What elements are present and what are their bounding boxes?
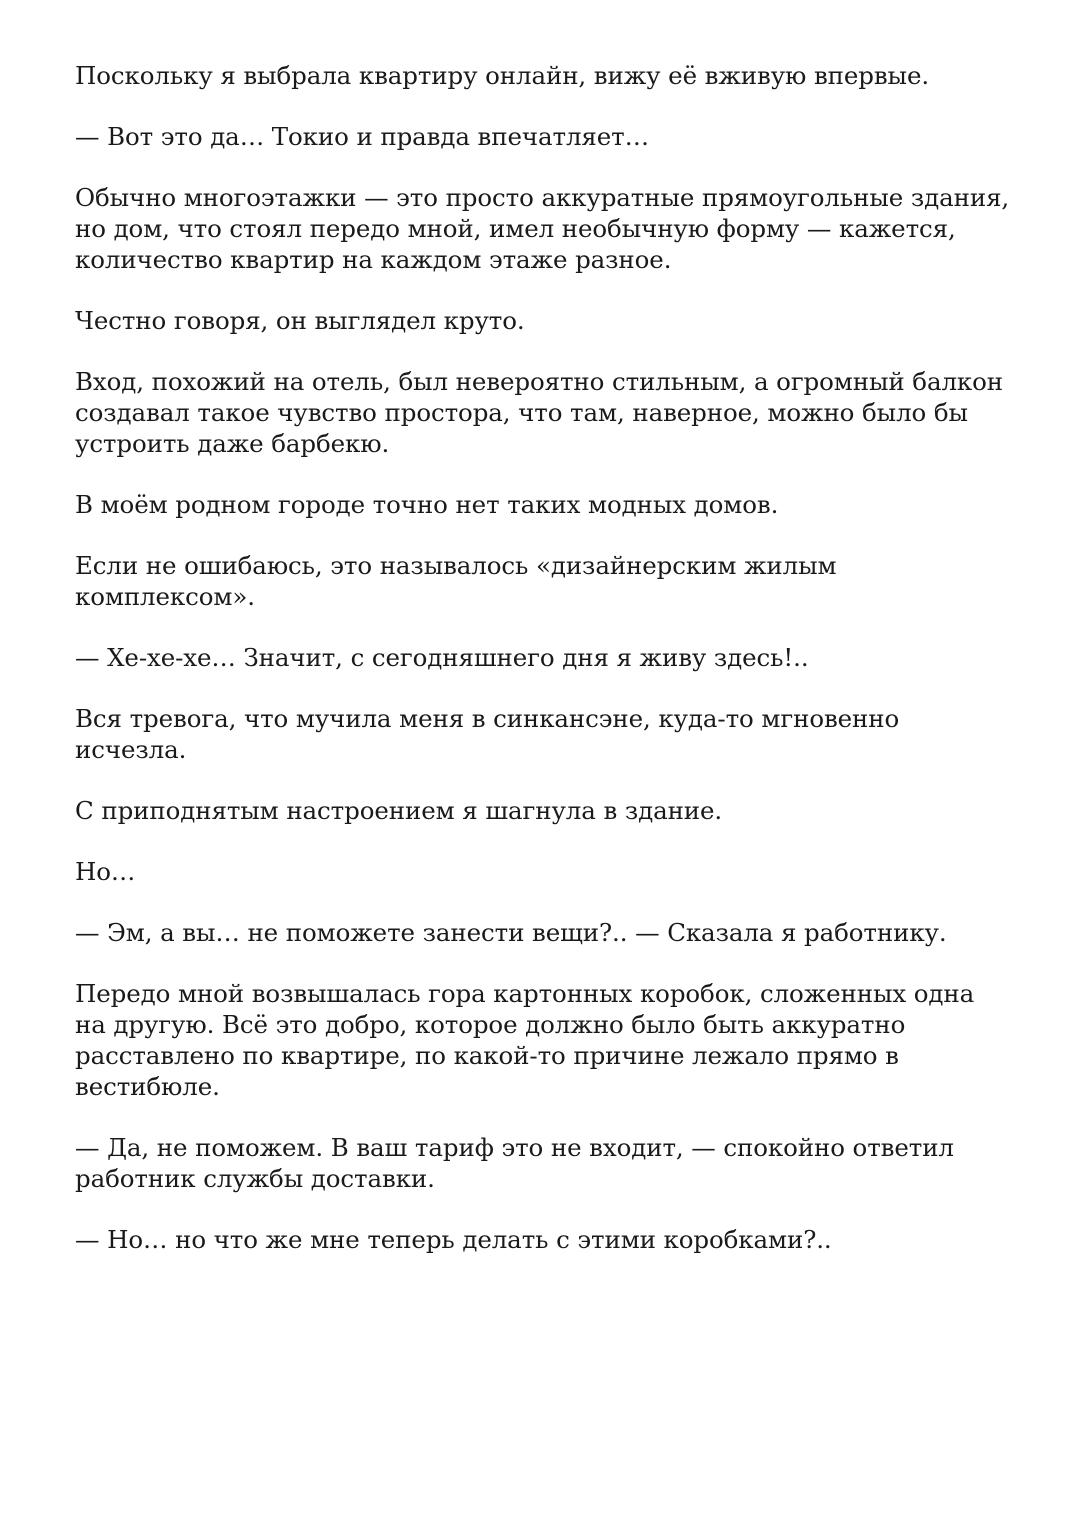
paragraph-1: Поскольку я выбрала квартиру онлайн, вижу её вживую впервые. xyxy=(75,61,930,90)
paragraph-7: Если не ошибаюсь, это называлось «дизайнерским жилым комплексом». xyxy=(75,551,837,611)
paragraph-4: Честно говоря, он выглядел круто. xyxy=(75,306,525,335)
paragraph-6: В моём родном городе точно нет таких модных домов. xyxy=(75,490,779,519)
paragraph-3: Обычно многоэтажки — это просто аккуратные прямоугольные здания, но дом, что стоял передо мной, имел необычную форму — кажется, количество квартир на каждом этаже разное. xyxy=(75,183,1010,274)
story-text xyxy=(75,60,1010,1255)
paragraph-11: Но… xyxy=(75,857,136,886)
paragraph-5: Вход, похожий на отель, был невероятно стильным, а огромный балкон создавал такое чувство простора, что там, наверное, можно было бы устроить даже барбекю. xyxy=(75,367,1004,458)
paragraph-10: С приподнятым настроением я шагнула в здание. xyxy=(75,796,723,825)
paragraph-8: — Хе-хе-хе… Значит, с сегодняшнего дня я живу здесь!.. xyxy=(75,643,809,672)
paragraph-14: — Да, не поможем. В ваш тариф это не входит, — спокойно ответил работник службы доставки. xyxy=(75,1133,954,1193)
paragraph-12: — Эм, а вы… не поможете занести вещи?.. — Сказала я работнику. xyxy=(75,918,947,947)
paragraph-9: Вся тревога, что мучила меня в синкансэне, куда-то мгновенно исчезла. xyxy=(75,704,900,764)
paragraph-15: — Но… но что же мне теперь делать с этими коробками?.. xyxy=(75,1225,832,1254)
paragraph-13: Передо мной возвышалась гора картонных коробок, сложенных одна на другую. Всё это добро, которое должно было быть аккуратно расставлено по квартире, по какой-то причине лежало прямо в вестибюле. xyxy=(75,979,975,1101)
paragraph-2: — Вот это да… Токио и правда впечатляет… xyxy=(75,122,650,151)
